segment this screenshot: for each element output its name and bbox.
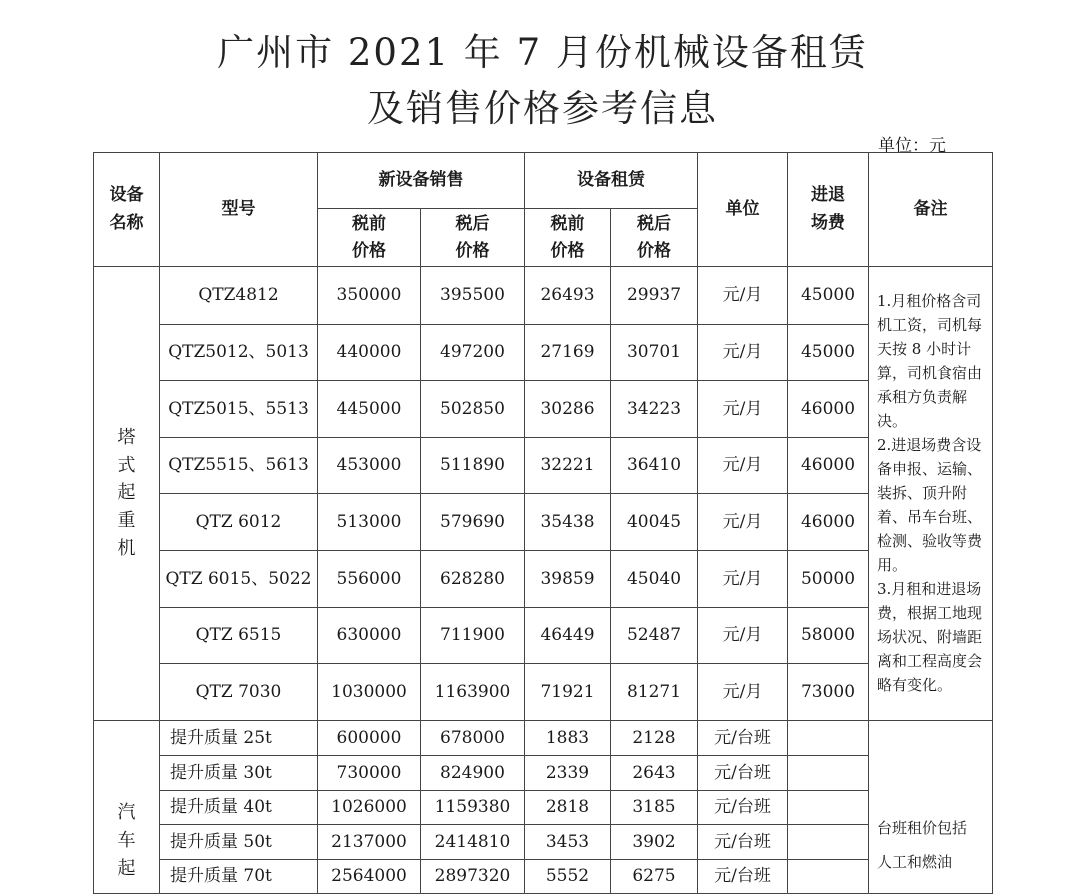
sale-pre-tax-cell: 440000: [318, 324, 421, 381]
rent-post-tax-cell: 2128: [611, 720, 698, 756]
entry-exit-fee-cell: 46000: [788, 437, 869, 494]
rent-post-tax-cell: 30701: [611, 324, 698, 381]
model-cell: QTZ 6015、5022: [160, 550, 318, 607]
entry-exit-fee-cell: 45000: [788, 267, 869, 325]
rent-pre-tax-cell: 26493: [525, 267, 611, 325]
entry-exit-fee-cell: [788, 859, 869, 894]
sale-post-tax-cell: 1159380: [421, 790, 525, 825]
sale-post-tax-cell: 497200: [421, 324, 525, 381]
unit-cell: 元/台班: [698, 825, 788, 860]
sale-pre-tax-cell: 2564000: [318, 859, 421, 894]
sale-post-tax-cell: 579690: [421, 494, 525, 551]
model-cell: 提升质量 30t: [160, 756, 318, 791]
sale-pre-tax-cell: 630000: [318, 607, 421, 664]
rent-pre-tax-cell: 71921: [525, 664, 611, 721]
sale-post-tax-cell: 1163900: [421, 664, 525, 721]
header-model: 型号: [160, 153, 318, 267]
unit-cell: 元/月: [698, 267, 788, 325]
rent-post-tax-cell: 29937: [611, 267, 698, 325]
rent-post-tax-cell: 3902: [611, 825, 698, 860]
sale-post-tax-cell: 2897320: [421, 859, 525, 894]
header-rental: 设备租赁: [525, 153, 698, 209]
sale-pre-tax-cell: 2137000: [318, 825, 421, 860]
model-cell: 提升质量 70t: [160, 859, 318, 894]
header-remarks: 备注: [869, 153, 993, 267]
table-row: [94, 756, 993, 791]
sale-post-tax-cell: 628280: [421, 550, 525, 607]
tower-crane-remarks-cell: 1.月租价格含司机工资，司机每天按 8 小时计算，司机食宿由承租方负责解决。 2.进退场费含设备申报、运输、装拆、顶升附着、吊车台班、检测、验收等费用。 3.月租和进退场费，根据工地现场状况、附墙距离和工程高度会略有变化。: [869, 267, 993, 721]
unit-cell: 元/台班: [698, 859, 788, 894]
rent-post-tax-cell: 36410: [611, 437, 698, 494]
rent-post-tax-cell: 2643: [611, 756, 698, 791]
rent-pre-tax-cell: 3453: [525, 825, 611, 860]
rent-post-tax-cell: 40045: [611, 494, 698, 551]
rent-post-tax-cell: 34223: [611, 381, 698, 438]
sale-post-tax-cell: 711900: [421, 607, 525, 664]
price-table: [93, 152, 993, 894]
rent-pre-tax-cell: 2818: [525, 790, 611, 825]
sale-pre-tax-cell: 350000: [318, 267, 421, 325]
rent-pre-tax-cell: 5552: [525, 859, 611, 894]
model-cell: QTZ5012、5013: [160, 324, 318, 381]
table-row: [94, 720, 993, 756]
table-row: [94, 324, 993, 381]
entry-exit-fee-cell: [788, 825, 869, 860]
sale-post-tax-cell: 502850: [421, 381, 525, 438]
entry-exit-fee-cell: 73000: [788, 664, 869, 721]
sale-post-tax-cell: 511890: [421, 437, 525, 494]
document-title-line1: 广州市 2021 年 7 月份机械设备租赁: [217, 31, 868, 74]
unit-cell: 元/台班: [698, 790, 788, 825]
entry-exit-fee-cell: 45000: [788, 324, 869, 381]
rent-pre-tax-cell: 32221: [525, 437, 611, 494]
model-cell: QTZ5015、5513: [160, 381, 318, 438]
header-entry-exit-fee: 进退 场费: [788, 153, 869, 267]
table-row: [94, 437, 993, 494]
sale-post-tax-cell: 2414810: [421, 825, 525, 860]
rent-pre-tax-cell: 39859: [525, 550, 611, 607]
header-rent-post-tax: 税后 价格: [611, 209, 698, 267]
header-new-sales: 新设备销售: [318, 153, 525, 209]
model-cell: QTZ4812: [160, 267, 318, 325]
sale-pre-tax-cell: 600000: [318, 720, 421, 756]
sale-post-tax-cell: 678000: [421, 720, 525, 756]
rent-post-tax-cell: 81271: [611, 664, 698, 721]
rent-post-tax-cell: 3185: [611, 790, 698, 825]
unit-cell: 元/月: [698, 664, 788, 721]
table-row: [94, 550, 993, 607]
table-row: [94, 267, 993, 325]
rent-pre-tax-cell: 30286: [525, 381, 611, 438]
rent-post-tax-cell: 52487: [611, 607, 698, 664]
model-cell: QTZ 7030: [160, 664, 318, 721]
unit-cell: 元/月: [698, 381, 788, 438]
model-cell: 提升质量 50t: [160, 825, 318, 860]
header-sales-pre-tax: 税前 价格: [318, 209, 421, 267]
truck-crane-category-cell: 汽 车 起: [94, 720, 160, 894]
unit-cell: 元/月: [698, 324, 788, 381]
sale-pre-tax-cell: 453000: [318, 437, 421, 494]
unit-cell: 元/台班: [698, 756, 788, 791]
rent-pre-tax-cell: 35438: [525, 494, 611, 551]
unit-cell: 元/月: [698, 550, 788, 607]
sale-pre-tax-cell: 730000: [318, 756, 421, 791]
table-row: [94, 664, 993, 721]
table-row: [94, 494, 993, 551]
unit-cell: 元/台班: [698, 720, 788, 756]
table-row: [94, 607, 993, 664]
entry-exit-fee-cell: 46000: [788, 494, 869, 551]
header-equipment-name: 设备 名称: [94, 153, 160, 267]
table-row: [94, 381, 993, 438]
tower-crane-category-cell: 塔 式 起 重 机: [94, 267, 160, 721]
rent-pre-tax-cell: 1883: [525, 720, 611, 756]
sale-pre-tax-cell: 1026000: [318, 790, 421, 825]
table-row: [94, 790, 993, 825]
sale-pre-tax-cell: 1030000: [318, 664, 421, 721]
entry-exit-fee-cell: [788, 790, 869, 825]
model-cell: 提升质量 25t: [160, 720, 318, 756]
unit-cell: 元/月: [698, 494, 788, 551]
sale-pre-tax-cell: 445000: [318, 381, 421, 438]
document-title-line2: 及销售价格参考信息: [367, 87, 718, 130]
unit-label: 单位：元: [878, 136, 946, 156]
truck-crane-remarks-cell: 台班租价包括 人工和燃油: [869, 720, 993, 894]
entry-exit-fee-cell: [788, 756, 869, 791]
rent-post-tax-cell: 6275: [611, 859, 698, 894]
header-rent-pre-tax: 税前 价格: [525, 209, 611, 267]
unit-cell: 元/月: [698, 607, 788, 664]
model-cell: QTZ 6515: [160, 607, 318, 664]
model-cell: QTZ5515、5613: [160, 437, 318, 494]
model-cell: 提升质量 40t: [160, 790, 318, 825]
entry-exit-fee-cell: 58000: [788, 607, 869, 664]
unit-cell: 元/月: [698, 437, 788, 494]
rent-post-tax-cell: 45040: [611, 550, 698, 607]
rent-pre-tax-cell: 27169: [525, 324, 611, 381]
model-cell: QTZ 6012: [160, 494, 318, 551]
rent-pre-tax-cell: 46449: [525, 607, 611, 664]
table-row: [94, 859, 993, 894]
sale-post-tax-cell: 824900: [421, 756, 525, 791]
sale-post-tax-cell: 395500: [421, 267, 525, 325]
sale-pre-tax-cell: 513000: [318, 494, 421, 551]
header-sales-post-tax: 税后 价格: [421, 209, 525, 267]
table-row: [94, 825, 993, 860]
entry-exit-fee-cell: [788, 720, 869, 756]
sale-pre-tax-cell: 556000: [318, 550, 421, 607]
header-unit: 单位: [698, 153, 788, 267]
entry-exit-fee-cell: 50000: [788, 550, 869, 607]
entry-exit-fee-cell: 46000: [788, 381, 869, 438]
rent-pre-tax-cell: 2339: [525, 756, 611, 791]
